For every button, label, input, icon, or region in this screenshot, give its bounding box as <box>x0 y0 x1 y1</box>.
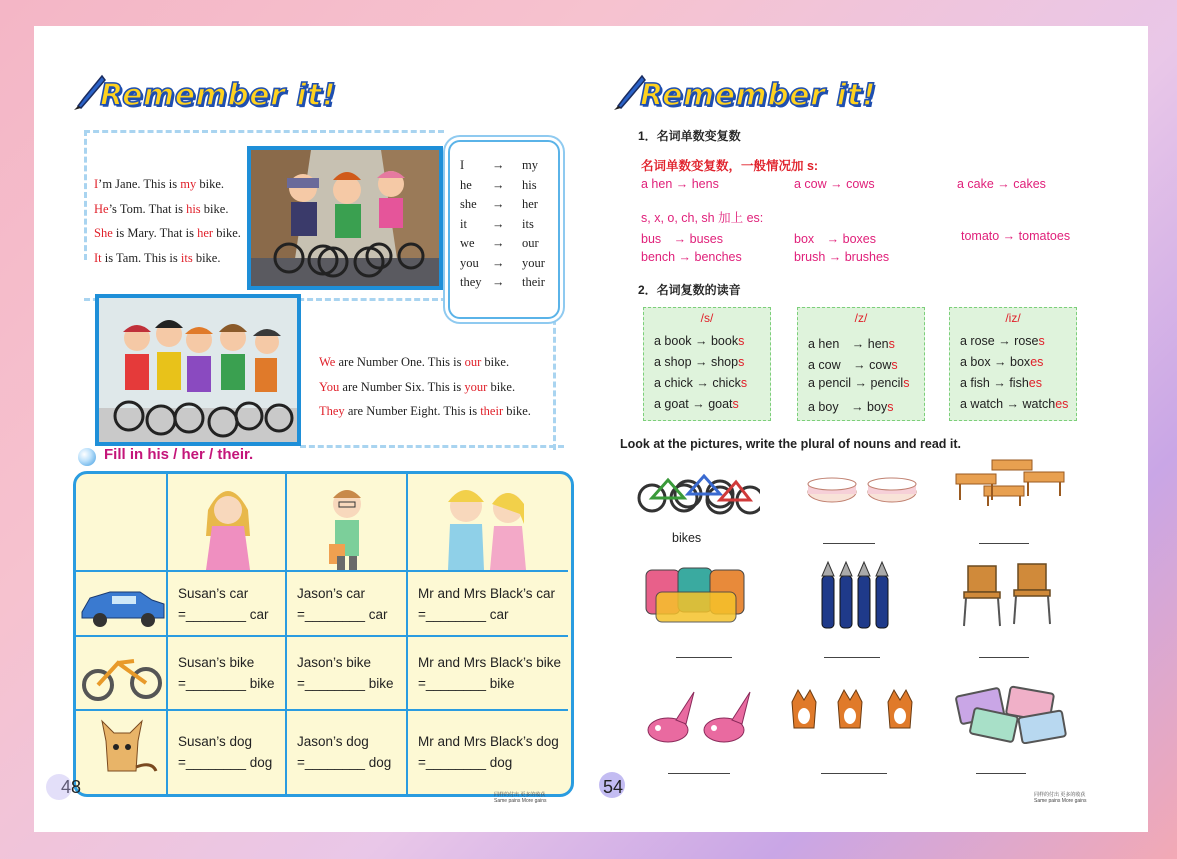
example-answer: bikes <box>672 531 702 545</box>
table-cell[interactable] <box>287 711 408 794</box>
sentence: We are Number One. This is our bike. <box>319 355 510 369</box>
dashed-frame <box>300 445 564 448</box>
cell-blank[interactable]: =________ bike <box>297 676 394 691</box>
example-box: box → boxes <box>794 232 876 246</box>
footer-slogan: 同样的付出 更多的收获 Same pains More gains <box>1034 792 1087 804</box>
dog-picture <box>76 711 168 794</box>
answer-blank-fish[interactable] <box>668 773 730 774</box>
jason-portrait <box>287 474 408 572</box>
plural-example: a book → books <box>654 334 745 348</box>
cell-blank[interactable]: =________ bike <box>418 676 515 691</box>
pronunciation-group <box>643 307 771 421</box>
mr-mrs-black-portrait <box>408 474 568 572</box>
sentences-top <box>94 172 241 270</box>
example-bus: bus → buses <box>641 232 723 246</box>
bags-picture <box>642 560 754 628</box>
pencil-boxes-picture <box>952 684 1076 744</box>
sound-label: /iz/ <box>1005 311 1021 325</box>
table-cell[interactable] <box>287 637 408 711</box>
plural-example: a fish → fishes <box>960 376 1042 390</box>
pens-picture <box>818 560 904 630</box>
sentence: They are Number Eight. This is their bike. <box>319 404 531 418</box>
pronunciation-group <box>949 307 1077 421</box>
answer-blank-bags[interactable] <box>676 657 732 658</box>
bubble-icon <box>78 448 96 466</box>
table-cell[interactable] <box>168 572 287 637</box>
table-cell[interactable] <box>168 637 287 711</box>
sound-label: /z/ <box>854 311 868 325</box>
example-brush: brush → brushes <box>794 250 890 264</box>
paw-icon <box>46 774 72 800</box>
sound-label: /s/ <box>700 311 714 325</box>
kids-on-bikes-illustration <box>247 146 443 290</box>
table-cell[interactable] <box>408 711 568 794</box>
plural-example: a hen → hens <box>808 337 895 351</box>
section-title-pronunciation: 2．名词复数的读音 <box>638 283 741 297</box>
cell-owner: Jason’s bike <box>297 655 372 670</box>
exercise-title: Fill in his / her / their. <box>104 446 254 463</box>
cell-blank[interactable]: =________ car <box>418 607 509 622</box>
remember-heading-left: Remember it! <box>100 78 337 113</box>
cell-blank[interactable]: =________ car <box>297 607 388 622</box>
plural-example: a chick → chicks <box>654 376 748 390</box>
cakes-picture <box>802 470 922 506</box>
sentence: It is Tam. This is its bike. <box>94 250 221 265</box>
answer-blank-pencil-boxes[interactable] <box>976 773 1026 774</box>
plural-example: a rose → roses <box>960 334 1045 348</box>
cell-blank[interactable]: =________ dog <box>178 755 273 770</box>
rule-add-es: s, x, o, ch, sh 加上 es: <box>641 211 764 225</box>
footer-slogan: 同样的付出 更多的收获 Same pains More gains <box>494 792 547 804</box>
table-header-empty <box>76 474 168 572</box>
cell-owner: Susan’s bike <box>178 655 255 670</box>
table-cell[interactable] <box>408 637 568 711</box>
susan-portrait <box>168 474 287 572</box>
example-bench: bench → benches <box>641 250 742 264</box>
sentence: She is Mary. That is her bike. <box>94 226 241 240</box>
team-on-bikes-illustration <box>95 294 301 446</box>
table-cell[interactable] <box>287 572 408 637</box>
plural-example: a goat → goats <box>654 397 739 411</box>
table-cell[interactable] <box>408 572 568 637</box>
fish-picture <box>640 684 756 752</box>
answer-blank-cakes[interactable] <box>823 543 875 544</box>
bike-picture <box>76 637 168 711</box>
sentence: I’m Jane. This is my bike. <box>94 177 224 191</box>
sentences-bottom <box>319 350 531 424</box>
rule-add-s: 名词单数变复数，一般情况加 s: <box>641 159 819 173</box>
cell-owner: Mr and Mrs Black’s car <box>418 586 556 601</box>
table-cell[interactable] <box>168 711 287 794</box>
example-hen: a hen → hens <box>641 177 719 191</box>
cell-blank[interactable]: =________ car <box>178 607 269 622</box>
plural-example: a shop → shops <box>654 355 745 369</box>
foxes-picture <box>786 688 932 744</box>
remember-heading-right: Remember it! <box>640 78 877 113</box>
answer-blank-foxes[interactable] <box>821 773 887 774</box>
plural-example: a cow → cows <box>808 358 898 372</box>
sentence: He’s Tom. That is his bike. <box>94 201 229 216</box>
instruction: Look at the pictures, write the plural of nouns and read it. <box>620 437 962 451</box>
car-picture <box>76 572 168 637</box>
example-tomato: tomato → tomatoes <box>961 229 1071 243</box>
sentence: You are Number Six. This is your bike. <box>319 379 516 394</box>
cell-blank[interactable]: =________ dog <box>418 755 513 770</box>
chairs-picture <box>958 560 1066 630</box>
plural-example: a box → boxes <box>960 355 1044 369</box>
bikes-picture <box>636 460 760 516</box>
desks-picture <box>952 456 1072 506</box>
plural-example: a pencil → pencils <box>808 376 910 390</box>
dashed-frame <box>553 310 556 450</box>
fill-in-table <box>73 471 574 797</box>
pronoun-table: I → my he → his she → her it → its we → our you → your they → their <box>448 140 560 319</box>
cell-owner: Mr and Mrs Black’s dog <box>418 734 559 749</box>
cell-owner: Jason’s car <box>297 586 366 601</box>
example-cow: a cow → cows <box>794 177 875 191</box>
dashed-frame <box>84 130 87 260</box>
cell-blank[interactable]: =________ bike <box>178 676 275 691</box>
plural-example: a watch → watches <box>960 397 1069 411</box>
cell-owner: Jason’s dog <box>297 734 369 749</box>
cell-blank[interactable]: =________ dog <box>297 755 392 770</box>
answer-blank-chairs[interactable] <box>979 657 1029 658</box>
cell-owner: Susan’s car <box>178 586 249 601</box>
answer-blank-pens[interactable] <box>824 657 880 658</box>
example-cake: a cake → cakes <box>957 177 1046 191</box>
cell-owner: Mr and Mrs Black’s bike <box>418 655 562 670</box>
dashed-frame <box>84 130 444 133</box>
page-number: 54 <box>603 777 624 797</box>
plural-example: a boy → boys <box>808 400 894 414</box>
pronunciation-group <box>797 307 925 421</box>
section-title-plural: 1．名词单数变复数 <box>638 129 741 143</box>
answer-blank-desks[interactable] <box>979 543 1029 544</box>
cell-owner: Susan’s dog <box>178 734 253 749</box>
page-number: 48 <box>61 777 82 797</box>
